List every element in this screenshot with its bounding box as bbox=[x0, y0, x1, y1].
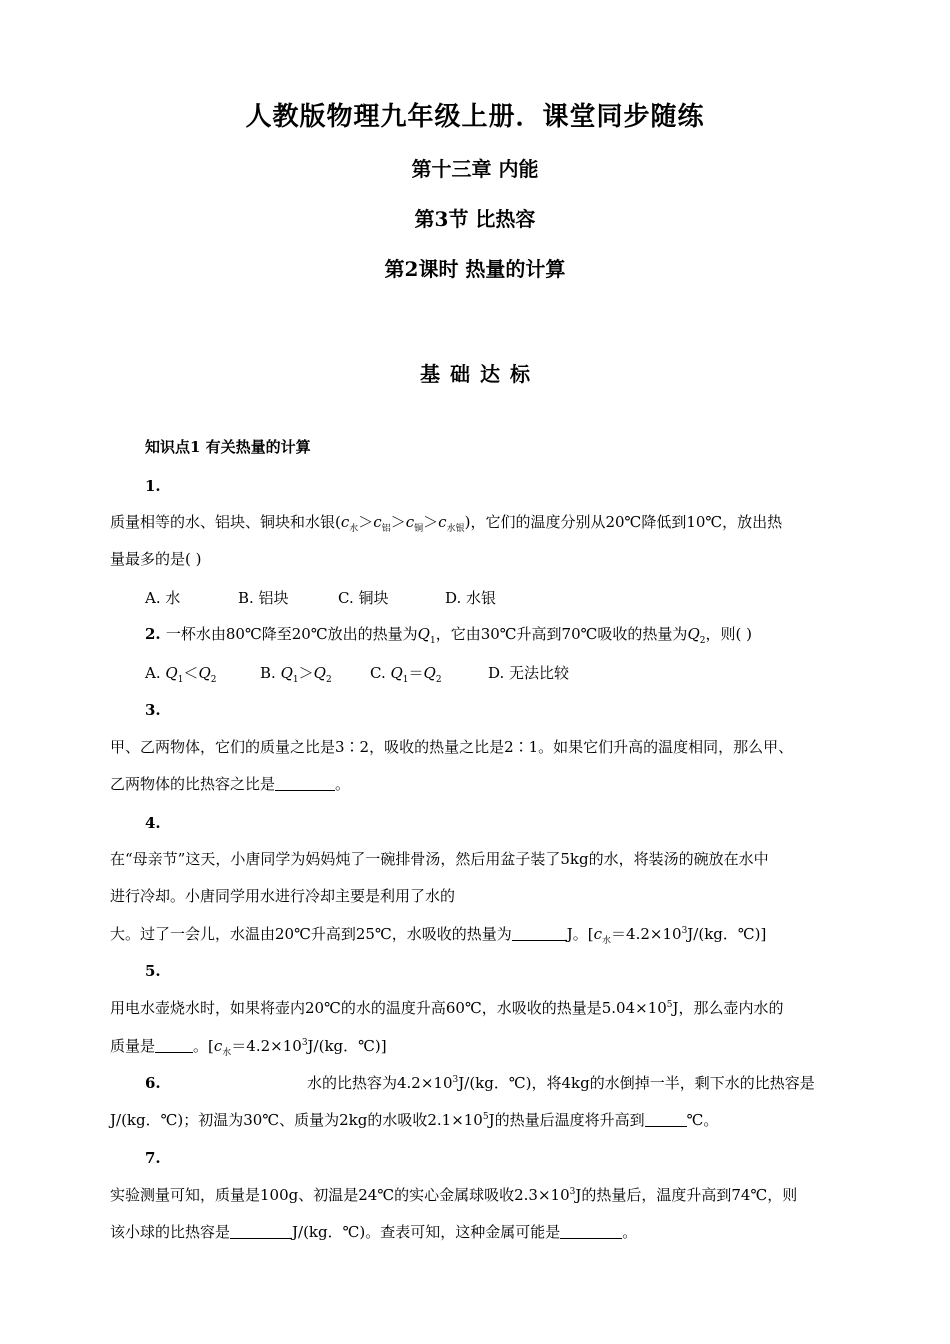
question-7-number: 7. bbox=[145, 1149, 161, 1167]
question-4-line-1: 在“母亲节”这天，小唐同学为妈妈炖了一碗排骨汤，然后用盆子装了5kg的水，将装汤的碗放在水中 bbox=[110, 850, 769, 868]
question-3-line-1: 甲、乙两物体，它们的质量之比是3∶2，吸收的热量之比是2∶1。如果它们升高的温度相同，那么甲、 bbox=[110, 738, 794, 756]
section-title: 第3节 比热容 bbox=[414, 207, 536, 231]
question-6-line-2: J/(kg．℃)；初温为30℃、质量为2kg的水吸收$2.1\times 10^5J$的热量后温度将升高到 ℃。 bbox=[110, 1111, 719, 1129]
question-2-option-c[interactable]: C. $Q_1=Q_2$ bbox=[370, 664, 442, 685]
answer-blank[interactable] bbox=[512, 926, 567, 941]
question-1-option-b[interactable]: B. 铝块 bbox=[238, 589, 289, 607]
question-1-number: 1. bbox=[145, 477, 161, 495]
answer-blank[interactable] bbox=[230, 1224, 292, 1239]
answer-blank[interactable] bbox=[645, 1112, 687, 1127]
question-3-line-2: 乙两物体的比热容之比是 。 bbox=[110, 775, 351, 793]
question-1-line-1: 质量相等的水、铝块、铜块和水银$(c_水>c_铝>c_铜>c_{水银})$，它们的温度分别从20℃降低到10℃，放出热 bbox=[110, 513, 783, 534]
question-4-line-2: 进行冷却。小唐同学用水进行冷却主要是利用了水的 bbox=[110, 887, 456, 905]
answer-blank[interactable] bbox=[155, 1038, 193, 1053]
answer-blank[interactable] bbox=[560, 1224, 622, 1239]
answer-blank[interactable] bbox=[275, 776, 335, 791]
part-heading: 基础达标 bbox=[420, 362, 540, 386]
knowledge-point-heading: 知识点1 有关热量的计算 bbox=[145, 438, 311, 456]
question-1-line-2: 量最多的是( ) bbox=[110, 550, 202, 568]
question-3-number: 3. bbox=[145, 701, 161, 719]
page-title: 人教版物理九年级上册．课堂同步随练 bbox=[245, 102, 705, 132]
question-1-option-a[interactable]: A. 水 bbox=[145, 589, 181, 607]
chapter-title: 第十三章 内能 bbox=[411, 157, 539, 181]
question-4-number: 4. bbox=[145, 814, 161, 832]
question-7-line-2: 该小球的比热容是 J/(kg．℃)。查表可知，这种金属可能是 。 bbox=[110, 1223, 638, 1241]
question-5-line-2: 质量是 。[$c_水=4.2\times 10^3J/(kg$．℃)] bbox=[110, 1037, 387, 1058]
question-2-option-d[interactable]: D. 无法比较 bbox=[488, 664, 570, 682]
question-5-number: 5. bbox=[145, 962, 161, 980]
question-6-line-1: 水的比热容为$4.2\times 10^3J/(kg$．℃)，将4kg的水倒掉一半，剩下水的比热容是 bbox=[307, 1074, 815, 1092]
question-6-number: 6. bbox=[145, 1074, 161, 1092]
question-7-line-1: 实验测量可知，质量是100g、初温是24℃的实心金属球吸收$2.3\times 10^3J$的热量后，温度升高到74℃，则 bbox=[110, 1186, 798, 1204]
lesson-title: 第2课时 热量的计算 bbox=[384, 257, 566, 281]
question-1-option-d[interactable]: D. 水银 bbox=[445, 589, 497, 607]
question-4-line-3: 大。过了一会儿，水温由20℃升高到25℃，水吸收的热量为 J。[$c_水=4.2\times 10^3J/(kg$．℃)] bbox=[110, 925, 767, 946]
question-2-option-b[interactable]: B. $Q_1>Q_2$ bbox=[260, 664, 332, 685]
question-2-option-a[interactable]: A. $Q_1<Q_2$ bbox=[145, 664, 217, 685]
question-1-option-c[interactable]: C. 铜块 bbox=[338, 589, 389, 607]
question-5-line-1: 用电水壶烧水时，如果将壶内20℃的水的温度升高60℃，水吸收的热量是$5.04\times 10^5J$，那么壶内水的 bbox=[110, 999, 784, 1017]
question-2-line-1: 2. 一杯水由80℃降至20℃放出的热量为$Q_1$，它由30℃升高到70℃吸收的热量为$Q_2$，则( ) bbox=[145, 625, 752, 646]
